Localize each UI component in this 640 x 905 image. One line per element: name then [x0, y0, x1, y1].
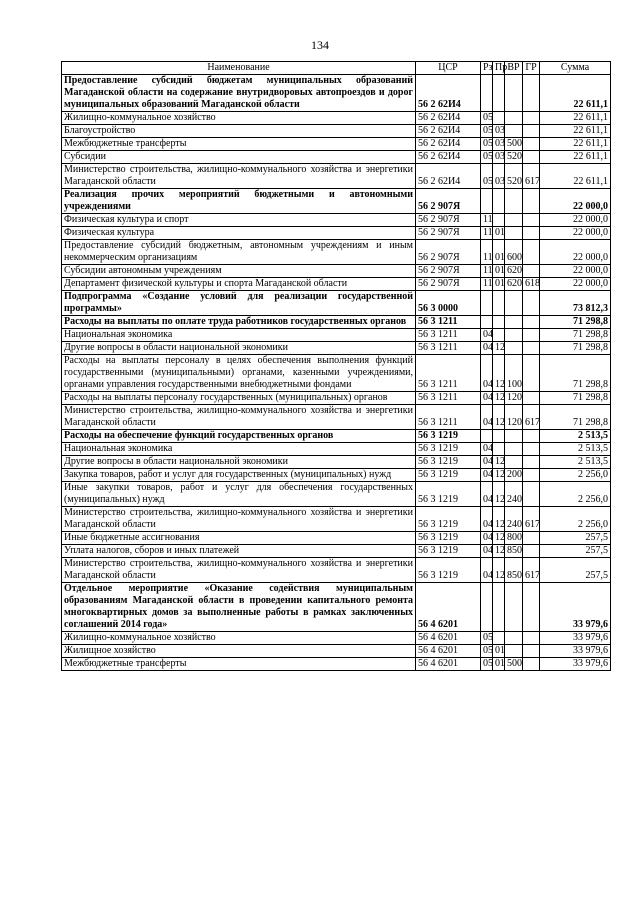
cell-vr: 850: [505, 558, 523, 583]
cell-sum: 257,5: [540, 558, 611, 583]
cell-csr: 56 3 1219: [416, 532, 481, 545]
table-row: [62, 240, 611, 265]
cell-name: Жилищно-коммунальное хозяйство: [62, 632, 416, 645]
cell-gr: [523, 658, 540, 671]
table-row: [62, 545, 611, 558]
cell-sum: 71 298,8: [540, 392, 611, 405]
cell-csr: 56 2 907Я: [416, 227, 481, 240]
cell-sum: 71 298,8: [540, 329, 611, 342]
cell-rz: 04: [481, 342, 493, 355]
cell-vr: 120: [505, 405, 523, 430]
cell-rz: 05: [481, 658, 493, 671]
table-row: [62, 443, 611, 456]
cell-csr: 56 3 1219: [416, 456, 481, 469]
cell-vr: [505, 112, 523, 125]
cell-gr: [523, 227, 540, 240]
cell-gr: 617: [523, 558, 540, 583]
cell-vr: 600: [505, 240, 523, 265]
header-pr: Пр: [493, 62, 505, 75]
cell-pr: [493, 291, 505, 316]
cell-name: Расходы на выплаты персоналу государственных (муниципальных) органов: [62, 392, 416, 405]
cell-pr: 12: [493, 507, 505, 532]
cell-sum: 33 979,6: [540, 632, 611, 645]
cell-csr: 56 3 1211: [416, 329, 481, 342]
cell-csr: 56 3 1211: [416, 316, 481, 329]
cell-sum: 71 298,8: [540, 316, 611, 329]
cell-pr: 12: [493, 405, 505, 430]
table-row: [62, 265, 611, 278]
cell-gr: 617: [523, 164, 540, 189]
cell-sum: 22 000,0: [540, 214, 611, 227]
cell-sum: 73 812,3: [540, 291, 611, 316]
header-gr: ГР: [523, 62, 540, 75]
cell-gr: [523, 138, 540, 151]
table-row: [62, 138, 611, 151]
cell-gr: 617: [523, 405, 540, 430]
table-row: [62, 632, 611, 645]
table-row: [62, 430, 611, 443]
cell-rz: [481, 316, 493, 329]
cell-csr: 56 3 1219: [416, 507, 481, 532]
cell-csr: 56 4 6201: [416, 658, 481, 671]
cell-name: Межбюджетные трансферты: [62, 658, 416, 671]
cell-rz: 05: [481, 645, 493, 658]
table-row: [62, 125, 611, 138]
cell-sum: 2 513,5: [540, 430, 611, 443]
cell-gr: 617: [523, 507, 540, 532]
cell-sum: 22 000,0: [540, 189, 611, 214]
cell-rz: [481, 291, 493, 316]
cell-csr: 56 2 907Я: [416, 278, 481, 291]
cell-gr: [523, 443, 540, 456]
cell-pr: 12: [493, 456, 505, 469]
cell-pr: 01: [493, 265, 505, 278]
cell-vr: 500: [505, 138, 523, 151]
table-row: [62, 214, 611, 227]
cell-sum: 2 513,5: [540, 443, 611, 456]
cell-sum: 71 298,8: [540, 355, 611, 392]
cell-csr: 56 2 62И4: [416, 138, 481, 151]
cell-vr: [505, 316, 523, 329]
table-row: [62, 392, 611, 405]
cell-csr: 56 3 1211: [416, 405, 481, 430]
cell-pr: [493, 329, 505, 342]
cell-pr: 03: [493, 164, 505, 189]
cell-csr: 56 3 1219: [416, 469, 481, 482]
header-sum: Сумма: [540, 62, 611, 75]
table-row: [62, 112, 611, 125]
cell-vr: 240: [505, 507, 523, 532]
cell-rz: 04: [481, 392, 493, 405]
cell-vr: [505, 632, 523, 645]
cell-pr: 01: [493, 645, 505, 658]
table-row: [62, 189, 611, 214]
cell-rz: 04: [481, 355, 493, 392]
cell-gr: [523, 329, 540, 342]
header-name: Наименование: [62, 62, 416, 75]
cell-vr: [505, 443, 523, 456]
cell-gr: [523, 355, 540, 392]
cell-csr: 56 3 1219: [416, 558, 481, 583]
cell-name: Подпрограмма «Создание условий для реализации государственной программы»: [62, 291, 416, 316]
cell-gr: [523, 342, 540, 355]
table-row: [62, 405, 611, 430]
cell-name: Физическая культура: [62, 227, 416, 240]
cell-csr: 56 4 6201: [416, 632, 481, 645]
table-row: [62, 583, 611, 632]
cell-name: Уплата налогов, сборов и иных платежей: [62, 545, 416, 558]
cell-pr: 03: [493, 138, 505, 151]
cell-csr: 56 2 907Я: [416, 265, 481, 278]
table-row: [62, 456, 611, 469]
cell-pr: [493, 112, 505, 125]
cell-gr: [523, 316, 540, 329]
cell-name: Благоустройство: [62, 125, 416, 138]
cell-pr: [493, 214, 505, 227]
cell-pr: 12: [493, 355, 505, 392]
cell-name: Закупка товаров, работ и услуг для государственных (муниципальных) нужд: [62, 469, 416, 482]
cell-pr: 12: [493, 532, 505, 545]
cell-name: Министерство строительства, жилищно-коммунального хозяйства и энергетики Магаданской области: [62, 558, 416, 583]
cell-sum: 22 000,0: [540, 227, 611, 240]
cell-vr: 520: [505, 164, 523, 189]
cell-rz: [481, 583, 493, 632]
cell-csr: 56 2 907Я: [416, 240, 481, 265]
cell-vr: 240: [505, 482, 523, 507]
page-number: 134: [311, 38, 329, 52]
cell-name: Субсидии: [62, 151, 416, 164]
table-row: [62, 355, 611, 392]
cell-rz: 04: [481, 443, 493, 456]
cell-name: Иные закупки товаров, работ и услуг для обеспечения государственных (муниципальных) нужд: [62, 482, 416, 507]
cell-name: Субсидии автономным учреждениям: [62, 265, 416, 278]
table-row: [62, 342, 611, 355]
cell-gr: [523, 291, 540, 316]
cell-vr: 500: [505, 658, 523, 671]
table-row: [62, 482, 611, 507]
table-row: [62, 645, 611, 658]
cell-name: Предоставление субсидий бюджетам муниципальных образований Магаданской области на содержание внутридворовых автопроездов и дорог муниципальных образований Магаданской области: [62, 75, 416, 112]
cell-vr: [505, 291, 523, 316]
cell-sum: 22 611,1: [540, 138, 611, 151]
table-row: [62, 151, 611, 164]
cell-sum: 22 000,0: [540, 240, 611, 265]
cell-pr: 01: [493, 240, 505, 265]
cell-sum: 257,5: [540, 532, 611, 545]
cell-pr: 12: [493, 545, 505, 558]
cell-gr: [523, 469, 540, 482]
cell-name: Расходы на обеспечение функций государственных органов: [62, 430, 416, 443]
cell-rz: 05: [481, 138, 493, 151]
cell-vr: 520: [505, 151, 523, 164]
table-row: [62, 558, 611, 583]
cell-gr: [523, 456, 540, 469]
cell-vr: [505, 456, 523, 469]
cell-gr: [523, 583, 540, 632]
cell-pr: [493, 75, 505, 112]
cell-rz: 11: [481, 227, 493, 240]
cell-csr: 56 3 1219: [416, 482, 481, 507]
cell-rz: 11: [481, 214, 493, 227]
cell-name: Министерство строительства, жилищно-коммунального хозяйства и энергетики Магаданской области: [62, 507, 416, 532]
cell-name: Национальная экономика: [62, 443, 416, 456]
cell-rz: 04: [481, 329, 493, 342]
table-row: [62, 164, 611, 189]
cell-csr: 56 2 62И4: [416, 125, 481, 138]
cell-name: Реализация прочих мероприятий бюджетными и автономными учреждениями: [62, 189, 416, 214]
cell-rz: 04: [481, 482, 493, 507]
cell-name: Физическая культура и спорт: [62, 214, 416, 227]
cell-pr: 12: [493, 342, 505, 355]
cell-vr: [505, 189, 523, 214]
cell-name: Министерство строительства, жилищно-коммунального хозяйства и энергетики Магаданской области: [62, 405, 416, 430]
cell-csr: 56 4 6201: [416, 645, 481, 658]
cell-pr: 12: [493, 469, 505, 482]
cell-pr: 03: [493, 125, 505, 138]
table-header-row: [62, 62, 611, 75]
cell-vr: 620: [505, 265, 523, 278]
cell-gr: [523, 125, 540, 138]
cell-rz: 05: [481, 125, 493, 138]
cell-rz: 04: [481, 558, 493, 583]
cell-gr: [523, 151, 540, 164]
cell-rz: 11: [481, 265, 493, 278]
cell-rz: [481, 75, 493, 112]
cell-rz: 04: [481, 405, 493, 430]
cell-vr: 100: [505, 355, 523, 392]
cell-csr: 56 3 0000: [416, 291, 481, 316]
table-row: [62, 507, 611, 532]
cell-vr: 200: [505, 469, 523, 482]
cell-rz: 04: [481, 545, 493, 558]
cell-name: Министерство строительства, жилищно-коммунального хозяйства и энергетики Магаданской области: [62, 164, 416, 189]
table-body: [62, 75, 611, 671]
cell-vr: 120: [505, 392, 523, 405]
cell-name: Жилищно-коммунальное хозяйство: [62, 112, 416, 125]
cell-gr: [523, 632, 540, 645]
cell-rz: 05: [481, 164, 493, 189]
cell-rz: 04: [481, 469, 493, 482]
cell-rz: 05: [481, 112, 493, 125]
cell-pr: 01: [493, 278, 505, 291]
table-row: [62, 75, 611, 112]
cell-csr: 56 4 6201: [416, 583, 481, 632]
cell-vr: [505, 75, 523, 112]
cell-gr: [523, 532, 540, 545]
cell-pr: [493, 632, 505, 645]
cell-pr: 01: [493, 227, 505, 240]
cell-csr: 56 2 62И4: [416, 75, 481, 112]
header-vr: ВР: [505, 62, 523, 75]
cell-gr: [523, 430, 540, 443]
cell-name: Отдельное мероприятие «Оказание содействия муниципальным образованиям Магаданской области в проведении капитального ремонта многоквартирных домов за выполненные работы в рамках заключенных соглашений 2014 года»: [62, 583, 416, 632]
cell-sum: 71 298,8: [540, 405, 611, 430]
cell-gr: [523, 392, 540, 405]
cell-sum: 71 298,8: [540, 342, 611, 355]
cell-csr: 56 2 907Я: [416, 214, 481, 227]
cell-vr: [505, 430, 523, 443]
cell-pr: [493, 443, 505, 456]
table-row: [62, 532, 611, 545]
cell-gr: [523, 112, 540, 125]
cell-sum: 22 611,1: [540, 75, 611, 112]
table-row: [62, 278, 611, 291]
cell-pr: 01: [493, 658, 505, 671]
cell-csr: 56 2 62И4: [416, 151, 481, 164]
cell-name: Жилищное хозяйство: [62, 645, 416, 658]
cell-csr: 56 2 62И4: [416, 164, 481, 189]
cell-pr: 12: [493, 392, 505, 405]
budget-table: [61, 61, 611, 671]
cell-gr: [523, 214, 540, 227]
cell-name: Национальная экономика: [62, 329, 416, 342]
cell-rz: 05: [481, 151, 493, 164]
cell-sum: 33 979,6: [540, 645, 611, 658]
header-csr: ЦСР: [416, 62, 481, 75]
cell-pr: [493, 316, 505, 329]
cell-pr: [493, 583, 505, 632]
table-row: [62, 329, 611, 342]
cell-csr: 56 2 62И4: [416, 112, 481, 125]
cell-gr: [523, 75, 540, 112]
cell-sum: 33 979,6: [540, 583, 611, 632]
cell-gr: [523, 240, 540, 265]
cell-csr: 56 3 1219: [416, 443, 481, 456]
cell-name: Департамент физической культуры и спорта Магаданской области: [62, 278, 416, 291]
cell-vr: [505, 125, 523, 138]
cell-vr: [505, 583, 523, 632]
cell-csr: 56 3 1211: [416, 342, 481, 355]
cell-vr: [505, 214, 523, 227]
cell-csr: 56 2 907Я: [416, 189, 481, 214]
table-row: [62, 316, 611, 329]
cell-rz: 11: [481, 240, 493, 265]
cell-pr: [493, 189, 505, 214]
cell-rz: 04: [481, 532, 493, 545]
cell-gr: [523, 189, 540, 214]
cell-name: Другие вопросы в области национальной экономики: [62, 342, 416, 355]
cell-sum: 22 611,1: [540, 125, 611, 138]
cell-rz: [481, 430, 493, 443]
cell-sum: 2 256,0: [540, 482, 611, 507]
cell-name: Другие вопросы в области национальной экономики: [62, 456, 416, 469]
cell-sum: 22 611,1: [540, 164, 611, 189]
cell-gr: [523, 265, 540, 278]
cell-name: Иные бюджетные ассигнования: [62, 532, 416, 545]
cell-sum: 2 513,5: [540, 456, 611, 469]
cell-rz: [481, 189, 493, 214]
cell-rz: 04: [481, 507, 493, 532]
cell-sum: 257,5: [540, 545, 611, 558]
cell-csr: 56 3 1211: [416, 392, 481, 405]
cell-rz: 04: [481, 456, 493, 469]
cell-pr: [493, 430, 505, 443]
cell-vr: 620: [505, 278, 523, 291]
cell-vr: 850: [505, 545, 523, 558]
cell-sum: 2 256,0: [540, 469, 611, 482]
cell-sum: 33 979,6: [540, 658, 611, 671]
cell-rz: 11: [481, 278, 493, 291]
cell-vr: [505, 645, 523, 658]
cell-csr: 56 3 1211: [416, 355, 481, 392]
table-row: [62, 658, 611, 671]
cell-sum: 2 256,0: [540, 507, 611, 532]
cell-gr: [523, 545, 540, 558]
cell-sum: 22 611,1: [540, 112, 611, 125]
cell-csr: 56 3 1219: [416, 430, 481, 443]
cell-pr: 03: [493, 151, 505, 164]
header-rz: Рз: [481, 62, 493, 75]
cell-name: Межбюджетные трансферты: [62, 138, 416, 151]
cell-csr: 56 3 1219: [416, 545, 481, 558]
cell-sum: 22 000,0: [540, 265, 611, 278]
cell-pr: 12: [493, 482, 505, 507]
cell-gr: [523, 645, 540, 658]
cell-sum: 22 000,0: [540, 278, 611, 291]
table-row: [62, 227, 611, 240]
cell-sum: 22 611,1: [540, 151, 611, 164]
cell-name: Расходы на выплаты персоналу в целях обеспечения выполнения функций государственными (муниципальными) органами, казенными учреждениями, органами управления государственными внебюджетными фондами: [62, 355, 416, 392]
cell-vr: [505, 227, 523, 240]
cell-name: Расходы на выплаты по оплате труда работников государственных органов: [62, 316, 416, 329]
cell-vr: [505, 329, 523, 342]
cell-gr: [523, 482, 540, 507]
cell-rz: 05: [481, 632, 493, 645]
table-row: [62, 469, 611, 482]
cell-vr: 800: [505, 532, 523, 545]
cell-name: Предоставление субсидий бюджетным, автономным учреждениям и иным некоммерческим организациям: [62, 240, 416, 265]
table-row: [62, 291, 611, 316]
cell-gr: 618: [523, 278, 540, 291]
cell-vr: [505, 342, 523, 355]
cell-pr: 12: [493, 558, 505, 583]
